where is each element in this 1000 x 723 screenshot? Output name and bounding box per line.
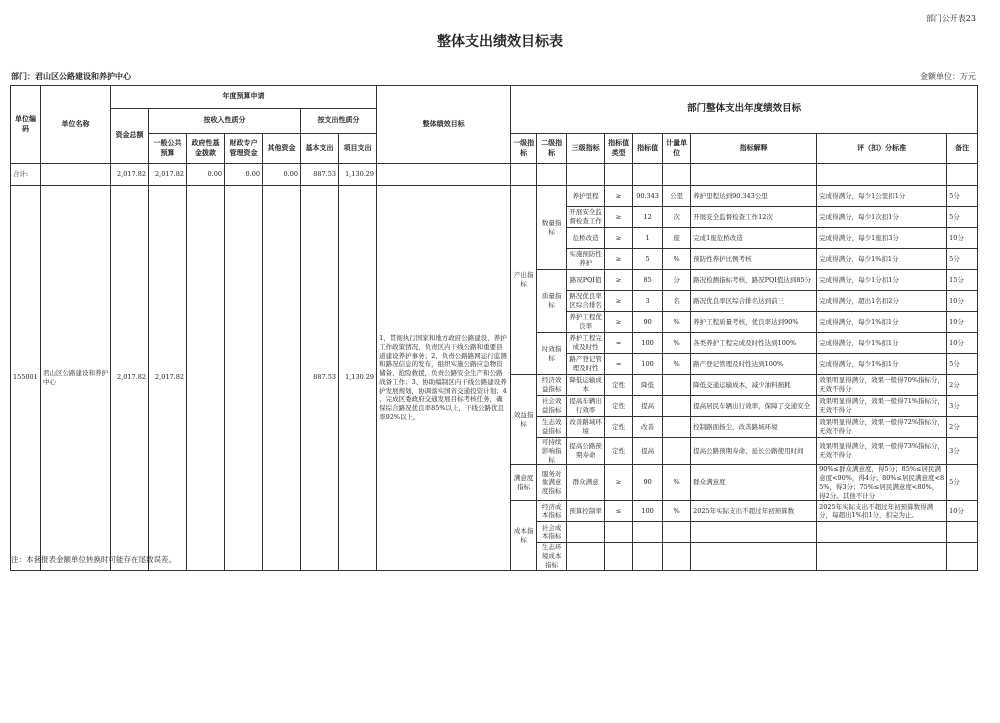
indicator-explanation: 路产登记管理及时性达到100% bbox=[691, 354, 817, 375]
summary-row bbox=[11, 164, 978, 186]
summary-cell bbox=[537, 164, 567, 186]
summary-total: 2,017.82 bbox=[111, 164, 149, 186]
level3-indicator: 改善路域环境 bbox=[567, 417, 605, 438]
indicator-scoring: 完成得满分，每少1次扣1分 bbox=[817, 207, 947, 228]
indicator-remark: 15分 bbox=[947, 270, 978, 291]
indicator-explanation: 2025年实际支出不超过年初预算数 bbox=[691, 501, 817, 522]
indicator-unit: % bbox=[663, 249, 691, 270]
level3-indicator: 养护工程优良率 bbox=[567, 312, 605, 333]
indicator-scoring: 90%≤群众满意度，得5分；85%≤居民满意度<90%，得4分；80%≤居民满意度<85%，得3分；75%≤居民满意度<80%，得2分。其他不计分 bbox=[817, 465, 947, 501]
level3-indicator: 养护工程完成及时性 bbox=[567, 333, 605, 354]
header-value-type: 指标值类型 bbox=[605, 134, 633, 164]
indicator-explanation: 各类养护工程完成及时性达到100% bbox=[691, 333, 817, 354]
indicator-value: 100 bbox=[633, 354, 663, 375]
unit-basic-expense: 887.53 bbox=[301, 186, 339, 571]
level3-indicator: 危桥改造 bbox=[567, 228, 605, 249]
indicator-unit: % bbox=[663, 312, 691, 333]
level1-indicator: 成本指标 bbox=[511, 501, 537, 570]
summary-cell bbox=[567, 164, 605, 186]
summary-cell bbox=[633, 164, 663, 186]
indicator-remark: 10分 bbox=[947, 228, 978, 249]
indicator-remark: 3分 bbox=[947, 438, 978, 465]
indicator-explanation: 开展安全监督检查工作12次 bbox=[691, 207, 817, 228]
header-gov-fund: 政府性基金拨款 bbox=[187, 134, 225, 164]
indicator-value: 改善 bbox=[633, 417, 663, 438]
indicator-value: 90.343 bbox=[633, 186, 663, 207]
indicator-unit: 分 bbox=[663, 270, 691, 291]
header-level3: 三级指标 bbox=[567, 134, 605, 164]
summary-cell bbox=[605, 164, 633, 186]
indicator-scoring: 完成得满分，每少1座扣3分 bbox=[817, 228, 947, 249]
indicator-unit bbox=[663, 417, 691, 438]
summary-cell bbox=[817, 164, 947, 186]
indicator-scoring bbox=[817, 543, 947, 570]
level3-indicator: 开展安全监督检查工作 bbox=[567, 207, 605, 228]
level1-indicator: 满意度指标 bbox=[511, 465, 537, 501]
indicator-value-type: 定性 bbox=[605, 417, 633, 438]
header-project-expense: 项目支出 bbox=[339, 134, 377, 164]
indicator-scoring: 效果明显得满分，效果一般得73%指标分，无效不得分 bbox=[817, 438, 947, 465]
level3-indicator: 路况PQI值 bbox=[567, 270, 605, 291]
indicator-remark bbox=[947, 522, 978, 543]
indicator-value-type: = bbox=[605, 333, 633, 354]
summary-cell bbox=[511, 164, 537, 186]
indicator-unit bbox=[663, 375, 691, 396]
summary-cell bbox=[691, 164, 817, 186]
unit-general-public: 2,017.82 bbox=[149, 186, 187, 571]
indicator-row bbox=[11, 186, 978, 207]
indicator-value: 1 bbox=[633, 228, 663, 249]
level2-indicator: 服务对象满意度指标 bbox=[537, 465, 567, 501]
overall-goal-text: 1、贯彻执行国家和地方政府公路建设、养护工作政策情况，负责区内干线公路和重要县道建设养护事务；2、负责公路路网运行监测和路况信息的发布，组织实施公路应急物资储备、抢险救援，负责公路安全生产和公路战备工作；3、协助编制区内干线公路建设养护发展规划，协调落实国省交通投资计划；4 、完成区委政府交通发展目标考核任务，确保综合路况优良率85%以上，干线公路优良率92%以上。 bbox=[377, 186, 511, 571]
indicator-value: 90 bbox=[633, 312, 663, 333]
header-unit-name: 单位名称 bbox=[41, 86, 111, 164]
header-level1: 一级指标 bbox=[511, 134, 537, 164]
indicator-scoring: 完成得满分，每少1分扣1分 bbox=[817, 270, 947, 291]
summary-general-public: 2,017.82 bbox=[149, 164, 187, 186]
indicator-remark: 2分 bbox=[947, 375, 978, 396]
indicator-scoring: 完成得满分，每少1%扣1分 bbox=[817, 249, 947, 270]
level2-indicator: 经济成本指标 bbox=[537, 501, 567, 522]
indicator-unit bbox=[663, 396, 691, 417]
indicator-scoring: 效果明显得满分，效果一般得72%指标分，无效不得分 bbox=[817, 417, 947, 438]
indicator-value-type: 定性 bbox=[605, 396, 633, 417]
level3-indicator: 实施预防性养护 bbox=[567, 249, 605, 270]
indicator-value-type: 定性 bbox=[605, 375, 633, 396]
unit-project-expense: 1,130.29 bbox=[339, 186, 377, 571]
summary-other-funds: 0.00 bbox=[263, 164, 301, 186]
header-explanation: 指标解释 bbox=[691, 134, 817, 164]
indicator-explanation bbox=[691, 522, 817, 543]
indicator-value: 5 bbox=[633, 249, 663, 270]
indicator-unit: 次 bbox=[663, 207, 691, 228]
indicator-value: 85 bbox=[633, 270, 663, 291]
level1-indicator: 产出指标 bbox=[511, 186, 537, 375]
summary-empty bbox=[41, 164, 111, 186]
indicator-explanation: 预防性养护比例考核 bbox=[691, 249, 817, 270]
indicator-explanation: 控制路面扬尘，改善路域环境 bbox=[691, 417, 817, 438]
indicator-value-type: ≥ bbox=[605, 228, 633, 249]
level3-indicator bbox=[567, 543, 605, 570]
level2-indicator: 经济效益指标 bbox=[537, 375, 567, 396]
indicator-explanation: 完成1座危桥改造 bbox=[691, 228, 817, 249]
unit-gov-fund bbox=[187, 186, 225, 571]
summary-label: 合计: bbox=[11, 164, 41, 186]
indicator-scoring: 完成得满分，每少1%扣1分 bbox=[817, 354, 947, 375]
indicator-unit: 座 bbox=[663, 228, 691, 249]
indicator-explanation: 群众满意度 bbox=[691, 465, 817, 501]
summary-project-expense: 1,130.29 bbox=[339, 164, 377, 186]
indicator-explanation: 路况检测指标考核，路况PQI值达到85分 bbox=[691, 270, 817, 291]
indicator-value-type: ≥ bbox=[605, 186, 633, 207]
footnote: 注：本套报表金额单位转换时可能存在尾数误差。 bbox=[11, 555, 176, 564]
unit-code: 155001 bbox=[11, 186, 41, 571]
indicator-scoring bbox=[817, 522, 947, 543]
header-basic-expense: 基本支出 bbox=[301, 134, 339, 164]
header-other-funds: 其他资金 bbox=[263, 134, 301, 164]
indicator-remark: 5分 bbox=[947, 186, 978, 207]
indicator-remark: 3分 bbox=[947, 396, 978, 417]
header-fiscal-account: 财政专户管理资金 bbox=[225, 134, 263, 164]
level3-indicator: 提高车辆出行效率 bbox=[567, 396, 605, 417]
indicator-explanation: 养护里程达到90.343公里 bbox=[691, 186, 817, 207]
indicator-value-type: ≤ bbox=[605, 501, 633, 522]
indicator-remark: 5分 bbox=[947, 249, 978, 270]
indicator-scoring: 完成得满分，超出1名扣2分 bbox=[817, 291, 947, 312]
level2-indicator: 生态环境成本指标 bbox=[537, 543, 567, 570]
indicator-remark bbox=[947, 543, 978, 570]
indicator-unit bbox=[663, 522, 691, 543]
indicator-unit bbox=[663, 543, 691, 570]
header-level2: 二级指标 bbox=[537, 134, 567, 164]
indicator-remark: 10分 bbox=[947, 312, 978, 333]
level2-indicator: 可持续影响指标 bbox=[537, 438, 567, 465]
header-total: 资金总额 bbox=[111, 109, 149, 164]
header-unit-code: 单位编码 bbox=[11, 86, 41, 164]
indicator-value-type bbox=[605, 522, 633, 543]
indicator-value-type: ≥ bbox=[605, 270, 633, 291]
indicator-value: 100 bbox=[633, 501, 663, 522]
indicator-explanation: 养护工程质量考核，优良率达到90% bbox=[691, 312, 817, 333]
page-code: 部门公开表23 bbox=[925, 14, 976, 23]
department-label: 部门：君山区公路建设和养护中心 bbox=[11, 72, 131, 81]
indicator-unit bbox=[663, 438, 691, 465]
indicator-value: 降低 bbox=[633, 375, 663, 396]
indicator-remark: 10分 bbox=[947, 501, 978, 522]
indicator-unit: % bbox=[663, 465, 691, 501]
indicator-unit: % bbox=[663, 501, 691, 522]
header-scoring: 评（扣）分标准 bbox=[817, 134, 947, 164]
level3-indicator: 路产登记管理及时性 bbox=[567, 354, 605, 375]
summary-fiscal-account: 0.00 bbox=[225, 164, 263, 186]
level3-indicator: 路况优良率区综合排名 bbox=[567, 291, 605, 312]
summary-basic-expense: 887.53 bbox=[301, 164, 339, 186]
unit-total: 2,017.82 bbox=[111, 186, 149, 571]
unit-fiscal-account bbox=[225, 186, 263, 571]
indicator-remark: 5分 bbox=[947, 354, 978, 375]
level2-indicator: 社会效益指标 bbox=[537, 396, 567, 417]
indicator-scoring: 2025年实际支出不超过年初预算数得满分，每超出1%扣1分，扣完为止。 bbox=[817, 501, 947, 522]
indicator-value-type: 定性 bbox=[605, 438, 633, 465]
indicator-value-type: ≥ bbox=[605, 312, 633, 333]
indicator-unit: 名 bbox=[663, 291, 691, 312]
indicator-scoring: 完成得满分，每少1公里扣1分 bbox=[817, 186, 947, 207]
indicator-explanation: 路况优良率区综合排名达到前三 bbox=[691, 291, 817, 312]
header-by-income: 按收入性质分 bbox=[149, 109, 301, 134]
header-annual-budget: 年度预算申请 bbox=[111, 86, 377, 109]
level2-indicator: 社会成本指标 bbox=[537, 522, 567, 543]
level1-indicator: 效益指标 bbox=[511, 375, 537, 465]
page-title: 整体支出绩效目标表 bbox=[437, 34, 563, 50]
summary-cell bbox=[947, 164, 978, 186]
level2-indicator: 生态效益指标 bbox=[537, 417, 567, 438]
indicator-explanation: 提高居民车辆出行效率，保障了交通安全 bbox=[691, 396, 817, 417]
unit-name: 君山区公路建设和养护中心 bbox=[41, 186, 111, 571]
indicator-value-type bbox=[605, 543, 633, 570]
summary-cell bbox=[663, 164, 691, 186]
indicator-explanation: 降低交通运输成本，减少油料损耗 bbox=[691, 375, 817, 396]
header-dept-goal: 部门整体支出年度绩效目标 bbox=[511, 86, 978, 134]
indicator-value-type: = bbox=[605, 354, 633, 375]
indicator-value: 提高 bbox=[633, 438, 663, 465]
level3-indicator: 提高公路预期寿命 bbox=[567, 438, 605, 465]
header-unit: 计量单位 bbox=[663, 134, 691, 164]
level3-indicator: 预算控制率 bbox=[567, 501, 605, 522]
indicator-remark: 5分 bbox=[947, 465, 978, 501]
header-overall-goal: 整体绩效目标 bbox=[377, 86, 511, 164]
indicator-value bbox=[633, 522, 663, 543]
indicator-value: 提高 bbox=[633, 396, 663, 417]
indicator-unit: % bbox=[663, 333, 691, 354]
header-remark: 备注 bbox=[947, 134, 978, 164]
performance-table bbox=[10, 85, 978, 571]
indicator-explanation: 提高公路预期寿命，延长公路使用时间 bbox=[691, 438, 817, 465]
indicator-remark: 10分 bbox=[947, 333, 978, 354]
indicator-explanation bbox=[691, 543, 817, 570]
header-by-expense: 按支出性质分 bbox=[301, 109, 377, 134]
level3-indicator: 降低运输成本 bbox=[567, 375, 605, 396]
indicator-remark: 10分 bbox=[947, 291, 978, 312]
level2-indicator: 时效指标 bbox=[537, 333, 567, 375]
unit-other-funds bbox=[263, 186, 301, 571]
summary-gov-fund: 0.00 bbox=[187, 164, 225, 186]
indicator-value: 12 bbox=[633, 207, 663, 228]
level2-indicator: 数量指标 bbox=[537, 186, 567, 270]
header-value: 指标值 bbox=[633, 134, 663, 164]
indicator-remark: 5分 bbox=[947, 207, 978, 228]
indicator-scoring: 完成得满分，每少1%扣1分 bbox=[817, 333, 947, 354]
level3-indicator bbox=[567, 522, 605, 543]
level3-indicator: 养护里程 bbox=[567, 186, 605, 207]
indicator-value-type: ≥ bbox=[605, 249, 633, 270]
level2-indicator: 质量指标 bbox=[537, 270, 567, 333]
indicator-value-type: ≥ bbox=[605, 207, 633, 228]
indicator-unit: % bbox=[663, 354, 691, 375]
indicator-value bbox=[633, 543, 663, 570]
amount-unit: 金额单位：万元 bbox=[920, 72, 976, 81]
indicator-value-type: ≥ bbox=[605, 291, 633, 312]
indicator-scoring: 效果明显得满分，效果一般得71%指标分，无效不得分 bbox=[817, 396, 947, 417]
indicator-scoring: 效果明显得满分，效果一般得70%指标分，无效不得分 bbox=[817, 375, 947, 396]
level3-indicator: 群众满意 bbox=[567, 465, 605, 501]
indicator-value: 3 bbox=[633, 291, 663, 312]
indicator-remark: 2分 bbox=[947, 417, 978, 438]
indicator-value: 90 bbox=[633, 465, 663, 501]
summary-goal bbox=[377, 164, 511, 186]
indicator-value: 100 bbox=[633, 333, 663, 354]
indicator-value-type: ≥ bbox=[605, 465, 633, 501]
indicator-scoring: 完成得满分，每少1%扣1分 bbox=[817, 312, 947, 333]
indicator-unit: 公里 bbox=[663, 186, 691, 207]
header-general-public: 一般公共预算 bbox=[149, 134, 187, 164]
